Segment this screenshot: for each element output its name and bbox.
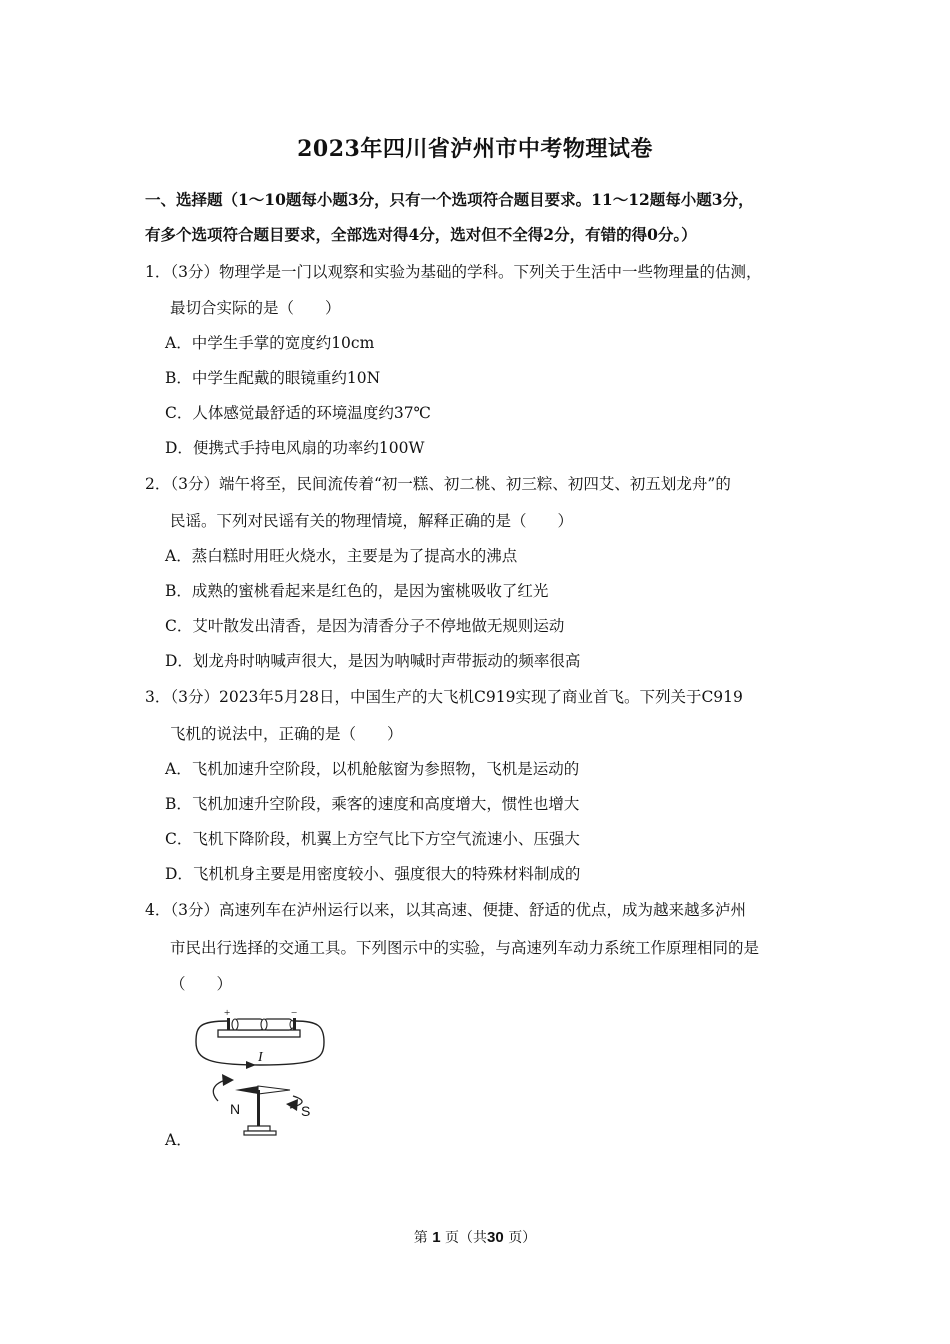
minus-label: − (291, 1008, 298, 1019)
question-2-stem-cont: 民谣。下列对民谣有关的物理情境，解释正确的是（ ） (170, 512, 574, 530)
question-3-option-b: B．飞机加速升空阶段，乘客的速度和高度增大，惯性也增大 (165, 795, 580, 813)
battery-base (218, 1030, 300, 1037)
section-heading-line-2: 有多个选项符合题目要求，全部选对得4分，选对但不全得2分，有错的得0分。） (145, 225, 697, 244)
question-1-option-d: D．便携式手持电风扇的功率约100W (165, 439, 425, 457)
question-1-stem-cont: 最切合实际的是（ ） (170, 299, 341, 317)
plus-label: + (224, 1008, 231, 1019)
question-3-option-a: A．飞机加速升空阶段，以机舱舷窗为参照物，飞机是运动的 (165, 760, 580, 778)
question-3-option-d: D．飞机机身主要是用密度较小、强度很大的特殊材料制成的 (165, 865, 581, 883)
oersted-experiment-figure (190, 1008, 330, 1140)
footer-total-pages: 30 (487, 1229, 504, 1246)
north-label: N (230, 1101, 241, 1117)
question-1-option-b: B．中学生配戴的眼镜重约10N (165, 369, 381, 387)
page-footer (0, 1227, 950, 1247)
question-2-option-a: A．蒸白糕时用旺火烧水，主要是为了提高水的沸点 (165, 547, 518, 565)
question-1-option-a: A．中学生手掌的宽度约10cm (165, 334, 375, 352)
rotation-arrow-left-icon (222, 1074, 234, 1086)
current-arrow-icon (246, 1061, 256, 1069)
question-4-stem-cont: 市民出行选择的交通工具。下列图示中的实验，与高速列车动力系统工作原理相同的是 (170, 939, 760, 957)
stand-base (248, 1126, 270, 1131)
footer-page-number: 1 (432, 1229, 441, 1246)
question-4-stem: 4．（3分）高速列车在泸州运行以来，以其高速、便捷、舒适的优点，成为越来越多泸州 (145, 901, 746, 919)
question-3-stem-cont: 飞机的说法中，正确的是（ ） (170, 725, 403, 743)
section-heading-line-1: 一、选择题（1～10题每小题3分，只有一个选项符合题目要求。11～12题每小题3分， (145, 190, 754, 209)
needle-north-half (235, 1086, 258, 1094)
battery-left (232, 1019, 263, 1030)
positive-terminal (227, 1018, 230, 1030)
question-4-answer-blank: （ ） (170, 975, 233, 993)
current-label: I (258, 1050, 263, 1065)
rotation-arrow-right-icon (286, 1099, 298, 1111)
section-heading (145, 182, 825, 252)
page-title: 2023年四川省泸州市中考物理试卷 (297, 136, 653, 162)
needle-stand (257, 1090, 260, 1128)
question-1-stem: 1．（3分）物理学是一门以观察和实验为基础的学科。下列关于生活中一些物理量的估测， (145, 263, 762, 281)
question-3-option-c: C．飞机下降阶段，机翼上方空气比下方空气流速小、压强大 (165, 830, 580, 848)
question-1-option-c: C．人体感觉最舒适的环境温度约37℃ (165, 404, 431, 422)
needle-south-half (258, 1086, 290, 1094)
question-2-stem: 2．（3分）端午将至，民间流传着“初一糕、初二桃、初三粽、初四艾、初五划龙舟”的 (145, 475, 731, 493)
question-2-option-d: D．划龙舟时呐喊声很大，是因为呐喊时声带振动的频率很高 (165, 652, 581, 670)
question-4-option-a: A． (165, 1131, 192, 1149)
question-2-option-b: B．成熟的蜜桃看起来是红色的，是因为蜜桃吸收了红光 (165, 582, 549, 600)
south-label: S (301, 1103, 311, 1119)
question-3-stem: 3．（3分）2023年5月28日，中国生产的大飞机C919实现了商业首飞。下列关于C919 (145, 688, 743, 706)
footer-prefix: 第 (413, 1230, 428, 1246)
footer-middle: 页（共 (445, 1230, 488, 1246)
question-2-option-c: C．艾叶散发出清香，是因为清香分子不停地做无规则运动 (165, 617, 565, 635)
negative-terminal (293, 1018, 296, 1030)
battery-right (261, 1019, 294, 1030)
footer-suffix: 页） (508, 1230, 537, 1246)
